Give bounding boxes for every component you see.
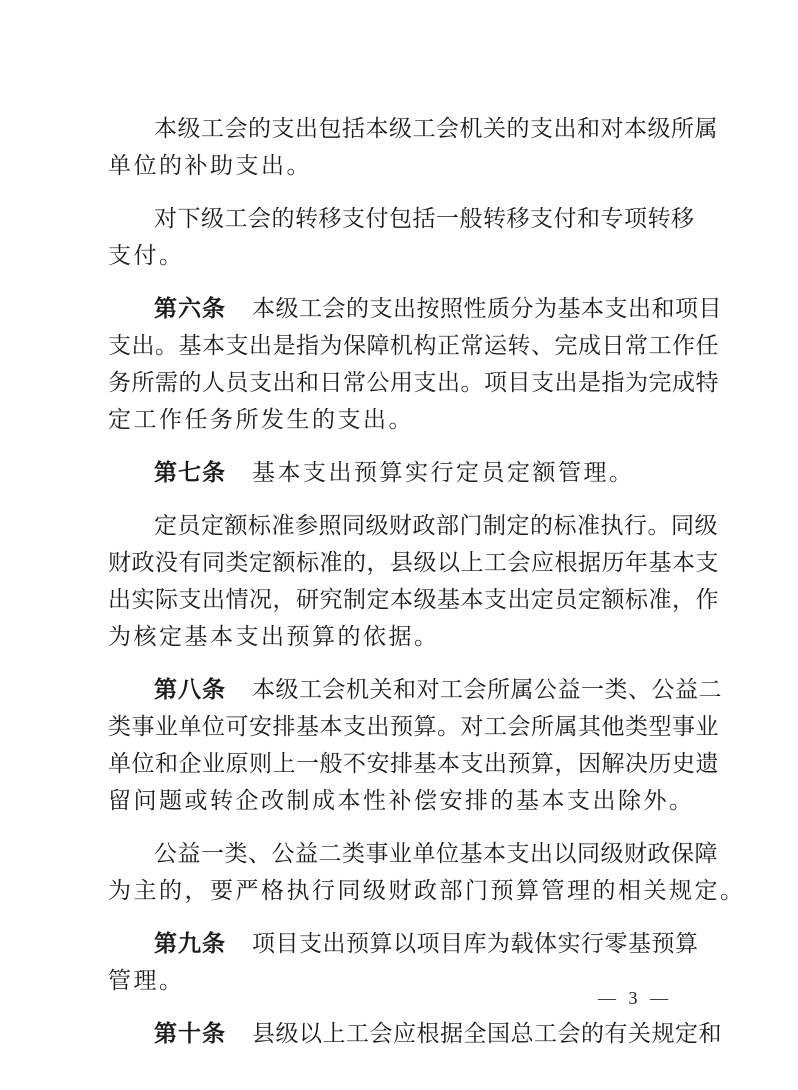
body-text xyxy=(108,111,746,1053)
text-line: 为主的，要严格执行同级财政部门预算管理的相关规定。 xyxy=(108,878,746,904)
page-number: — 3 — xyxy=(598,988,672,1008)
text-line: 单位和企业原则上一般不安排基本支出预算，因解决历史遗 xyxy=(108,751,719,777)
text-line: 支付。 xyxy=(108,243,185,269)
paragraph-article-7 xyxy=(108,455,688,492)
text-line: 县级以上工会应根据全国总工会的有关规定和 xyxy=(252,1021,722,1047)
paragraph-4 xyxy=(108,508,719,656)
paragraph-1 xyxy=(108,201,695,275)
article-heading: 第九条 xyxy=(154,931,226,957)
text-line: 出实际支出情况，研究制定本级基本支出定员定额标准，作 xyxy=(108,587,719,613)
article-heading: 第六条 xyxy=(154,296,226,322)
text-line: 管理。 xyxy=(108,968,185,994)
article-heading: 第七条 xyxy=(154,460,226,486)
paragraph-article-10 xyxy=(108,1016,722,1053)
paragraph-article-8 xyxy=(108,672,722,820)
text-line: 为核定基本支出预算的依据。 xyxy=(108,624,440,650)
text-line: 定工作任务所发生的支出。 xyxy=(108,407,414,433)
article-heading: 第八条 xyxy=(154,677,226,703)
paragraph-0 xyxy=(108,111,718,185)
text-line: 基本支出预算实行定员定额管理。 xyxy=(252,460,635,486)
text-line: 本级工会的支出按照性质分为基本支出和项目 xyxy=(252,296,722,322)
text-line: 本级工会的支出包括本级工会机关的支出和对本级所属 xyxy=(154,116,718,142)
article-heading: 第十条 xyxy=(154,1021,226,1047)
text-line: 公益一类、公益二类事业单位基本支出以同级财政保障 xyxy=(154,841,718,867)
text-line: 单位的补助支出。 xyxy=(108,153,312,179)
text-line: 定员定额标准参照同级财政部门制定的标准执行。同级 xyxy=(154,513,718,539)
text-line: 务所需的人员支出和日常公用支出。项目支出是指为完成特 xyxy=(108,370,719,396)
paragraph-6 xyxy=(108,836,746,910)
text-line: 项目支出预算以项目库为载体实行零基预算 xyxy=(252,931,699,957)
text-line: 支出。基本支出是指为保障机构正常运转、完成日常工作任 xyxy=(108,333,719,359)
text-line: 类事业单位可安排基本支出预算。对工会所属其他类型事业 xyxy=(108,714,719,740)
text-line: 财政没有同类定额标准的，县级以上工会应根据历年基本支 xyxy=(108,550,719,576)
paragraph-article-6 xyxy=(108,291,722,439)
text-line: 留问题或转企改制成本性补偿安排的基本支出除外。 xyxy=(108,788,695,814)
text-line: 本级工会机关和对工会所属公益一类、公益二 xyxy=(252,677,722,703)
text-line: 对下级工会的转移支付包括一般转移支付和专项转移 xyxy=(154,206,695,232)
